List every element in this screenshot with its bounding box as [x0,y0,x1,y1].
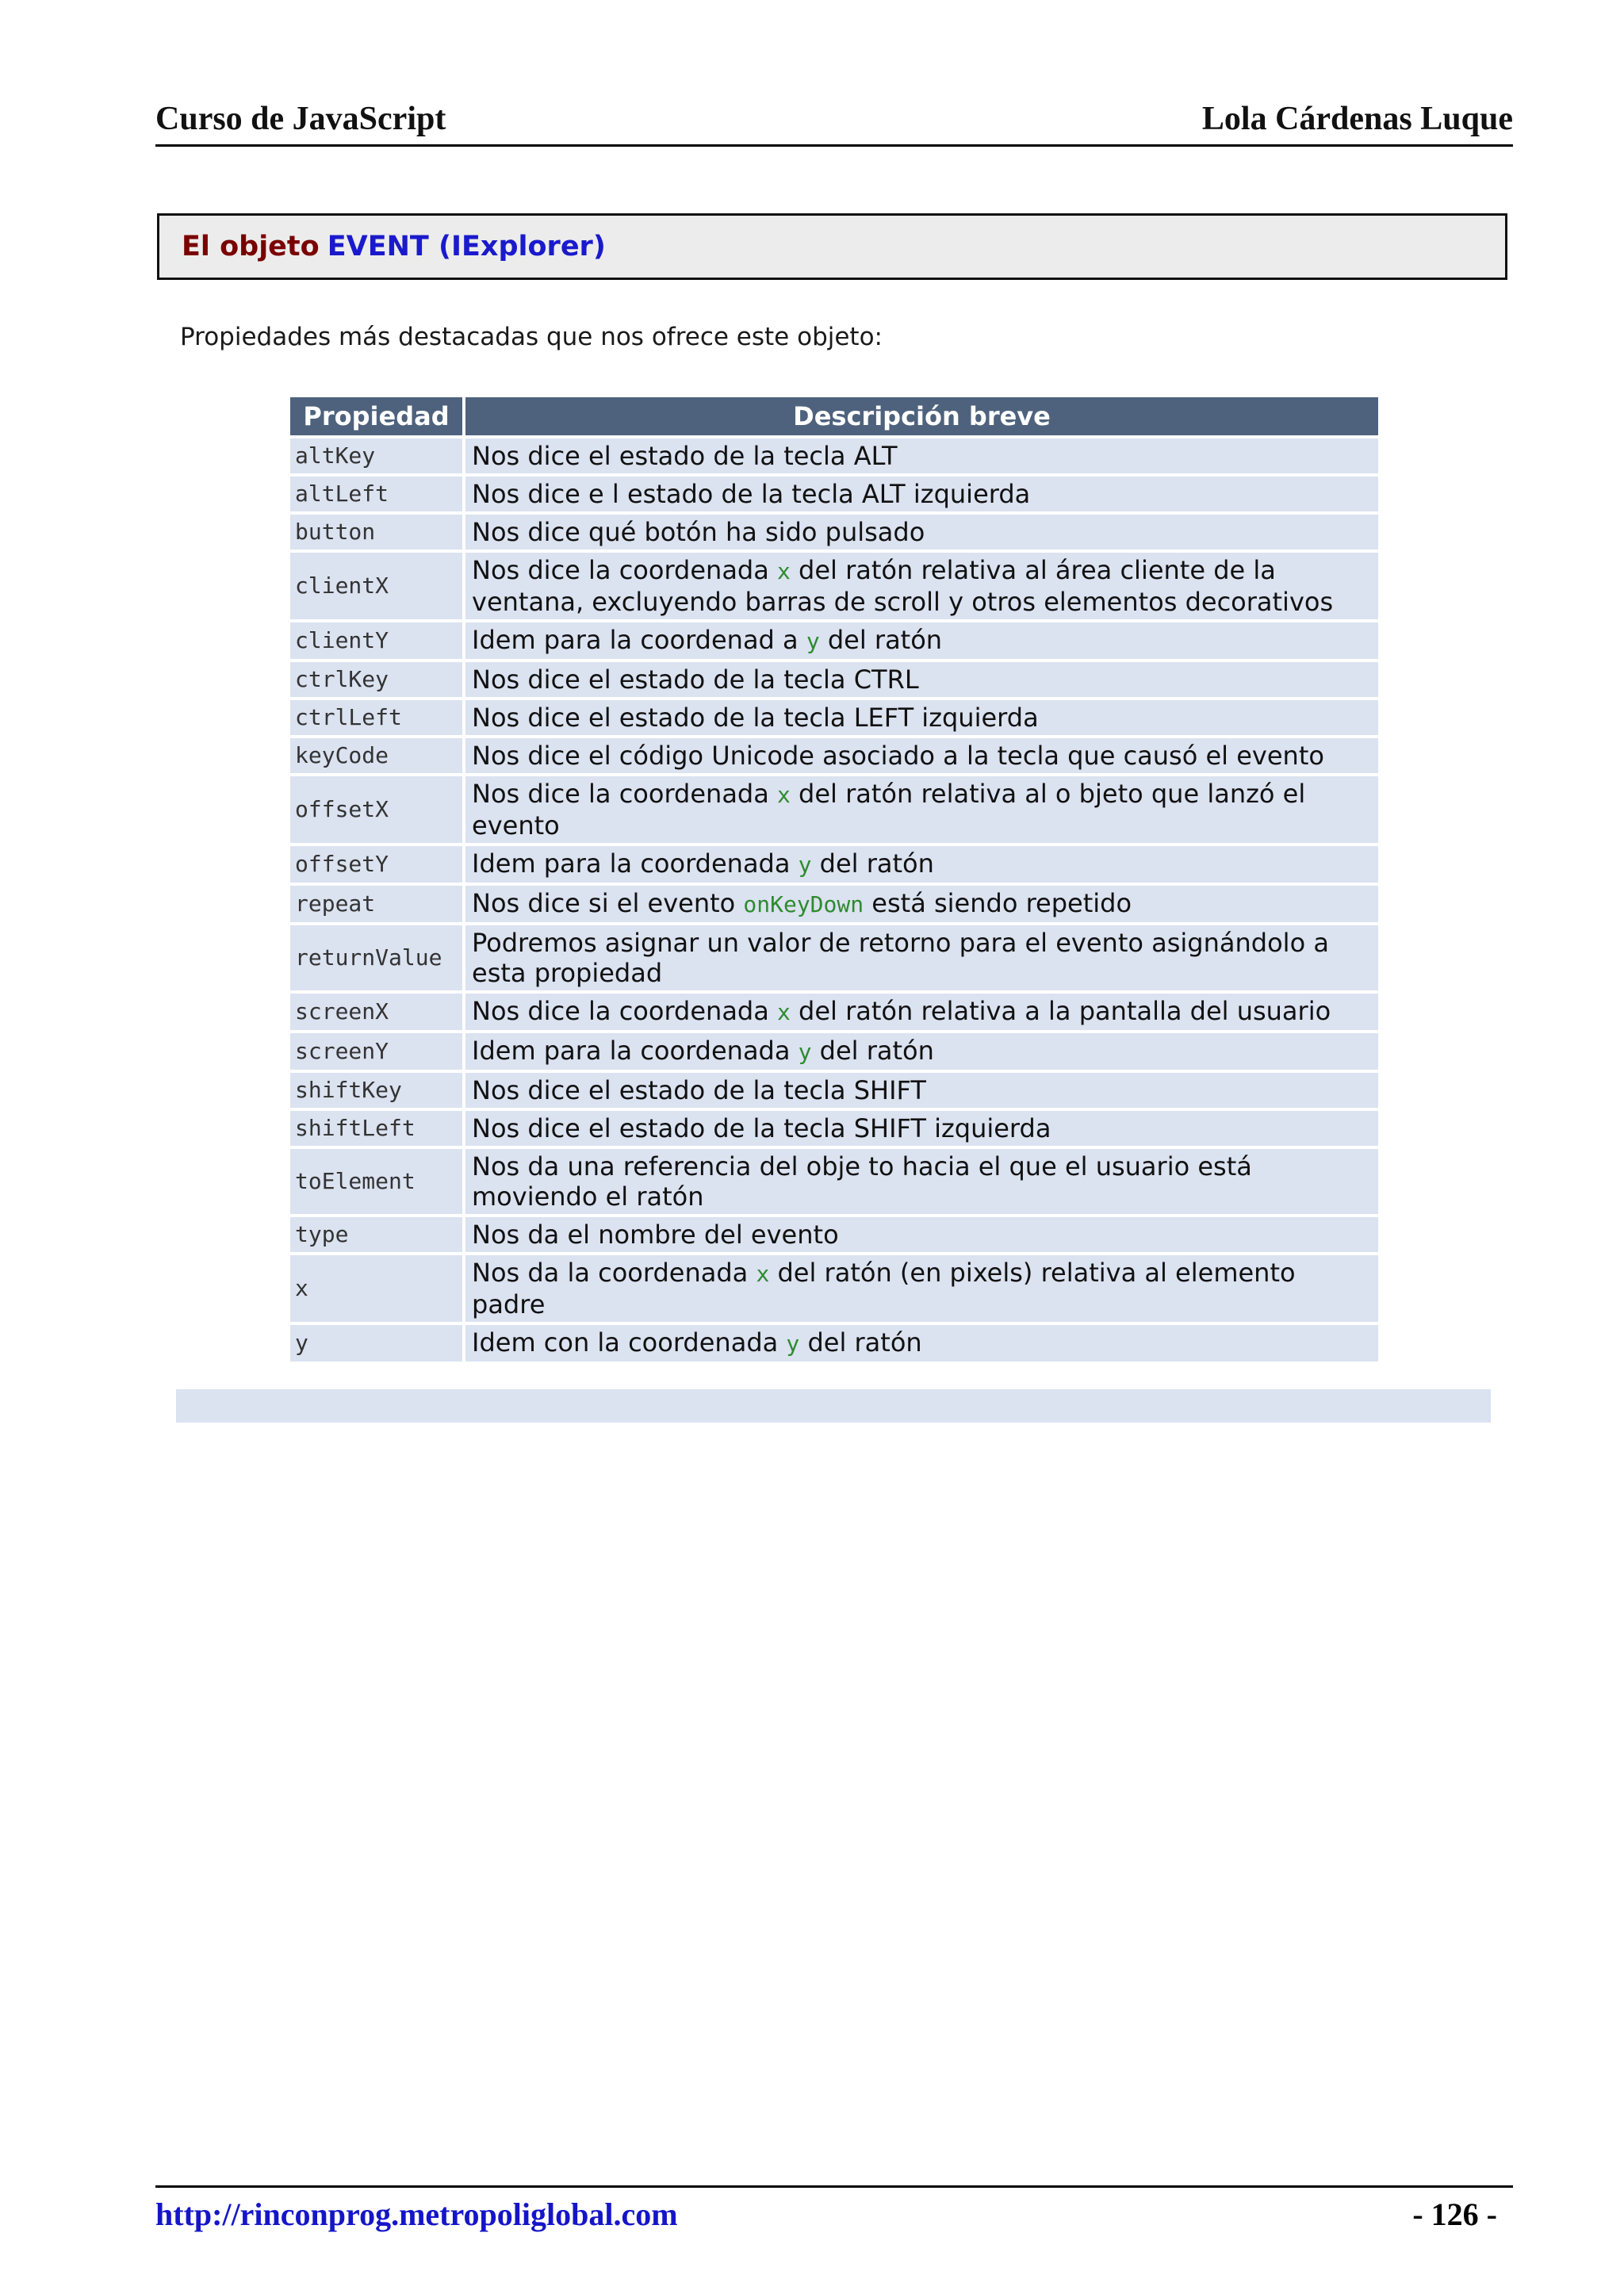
property-description [465,1217,1378,1252]
table-row [290,1217,1378,1252]
property-description [465,700,1378,735]
description-text: Nos da la coordenada [472,1258,756,1288]
description-text: Idem para la coordenada [472,848,799,879]
table-row [290,477,1378,511]
property-name: toElement [290,1149,462,1214]
description-text: Nos dice si el evento [472,888,744,918]
page-footer [155,2185,1513,2243]
table-row [290,515,1378,550]
section-title-prefix: El objeto [182,231,320,262]
table-header-row [290,397,1378,435]
description-text: del ratón relativa al o bjeto que lanzó el evento [472,779,1306,841]
header-property: Propiedad [290,397,462,435]
description-text: del ratón [799,1327,922,1358]
property-name: shiftLeft [290,1111,462,1146]
description-text: Nos dice el código Unicode asociado a la tecla que causó el evento [472,741,1324,771]
description-text: Nos dice el estado de la tecla ALT [472,441,898,471]
property-name: returnValue [290,925,462,990]
table-row [290,439,1378,473]
description-text: Idem con la coordenada [472,1327,787,1358]
table-row [290,1325,1378,1361]
table-row [290,1149,1378,1214]
description-text: Nos da el nombre del evento [472,1220,839,1250]
table-row [290,553,1378,619]
page-number: - 126 - [1412,2196,1497,2232]
description-text: Idem para la coordenad a [472,625,806,655]
code-token: onKeyDown [743,891,864,917]
property-name: ctrlLeft [290,700,462,735]
description-text: Nos dice qué botón ha sido pulsado [472,517,925,547]
property-description [465,1149,1378,1214]
table-bottom-bar [176,1389,1491,1423]
description-text: del ratón (en pixels) relativa al elemento padre [472,1258,1296,1319]
property-description [465,1073,1378,1108]
property-name: type [290,1217,462,1252]
code-token: x [756,1261,770,1287]
code-token: x [777,782,791,808]
property-name: screenY [290,1033,462,1070]
property-description [465,738,1378,773]
page-header [155,95,1513,147]
property-name: clientY [290,622,462,659]
description-text: Podremos asignar un valor de retorno para el evento asignándolo a esta propiedad [472,928,1329,988]
property-description [465,776,1378,843]
section-title-box [157,213,1507,280]
description-text: está siendo repetido [864,888,1132,918]
description-text: Nos dice el estado de la tecla CTRL [472,664,919,695]
code-token: y [806,628,820,654]
table-row [290,925,1378,990]
table-row [290,738,1378,773]
table-row [290,1033,1378,1070]
description-text: Nos dice la coordenada [472,555,778,585]
header-course-title: Curso de JavaScript [155,101,446,137]
properties-table [287,394,1381,1365]
table-row [290,994,1378,1030]
description-text: Nos dice la coordenada [472,996,778,1026]
property-description [465,846,1378,883]
table-row [290,662,1378,697]
property-name: screenX [290,994,462,1030]
property-description [465,886,1378,922]
property-description [465,994,1378,1030]
section-title-object: EVENT (IExplorer) [327,231,606,262]
description-text: Nos dice el estado de la tecla SHIFT izquierda [472,1113,1051,1143]
description-text: Nos dice la coordenada [472,779,778,809]
footer-url-link[interactable]: http://rinconprog.metropoliglobal.com [155,2196,678,2232]
table-row [290,776,1378,843]
intro-text: Propiedades más destacadas que nos ofrece este objeto: [180,323,883,351]
code-token: y [798,852,812,878]
description-text: del ratón [811,1036,934,1066]
header-description: Descripción breve [465,397,1378,435]
property-description [465,1325,1378,1361]
description-text: Nos dice e l estado de la tecla ALT izquierda [472,479,1031,509]
property-name: shiftKey [290,1073,462,1108]
table-row [290,622,1378,659]
property-name: keyCode [290,738,462,773]
property-name: button [290,515,462,550]
property-name: clientX [290,553,462,619]
property-description [465,1111,1378,1146]
description-text: Nos da una referencia del obje to hacia el que el usuario está moviendo el ratón [472,1151,1252,1212]
property-description [465,477,1378,511]
property-description [465,439,1378,473]
table-row [290,886,1378,922]
table-row [290,1255,1378,1322]
property-name: altLeft [290,477,462,511]
description-text: Nos dice el estado de la tecla LEFT izquierda [472,703,1039,733]
property-name: x [290,1255,462,1322]
description-text: del ratón [811,848,934,879]
property-name: altKey [290,439,462,473]
table-row [290,1111,1378,1146]
property-description [465,925,1378,990]
property-description [465,515,1378,550]
code-token: x [777,558,791,584]
property-name: repeat [290,886,462,922]
property-name: offsetX [290,776,462,843]
description-text: Idem para la coordenada [472,1036,799,1066]
description-text: del ratón relativa a la pantalla del usuario [790,996,1331,1026]
code-token: x [777,999,791,1025]
code-token: y [798,1039,812,1065]
code-token: y [786,1331,800,1357]
property-description [465,1033,1378,1070]
header-author: Lola Cárdenas Luque [1201,101,1513,137]
property-name: ctrlKey [290,662,462,697]
property-description [465,553,1378,619]
property-description [465,1255,1378,1322]
table-row [290,846,1378,883]
property-name: y [290,1325,462,1361]
description-text: del ratón relativa al área cliente de la ventana, excluyendo barras de scroll y otros elementos decorativos [472,555,1334,617]
table-row [290,700,1378,735]
table-row [290,1073,1378,1108]
property-name: offsetY [290,846,462,883]
description-text: del ratón [819,625,943,655]
description-text: Nos dice el estado de la tecla SHIFT [472,1075,926,1105]
property-description [465,662,1378,697]
property-description [465,622,1378,659]
